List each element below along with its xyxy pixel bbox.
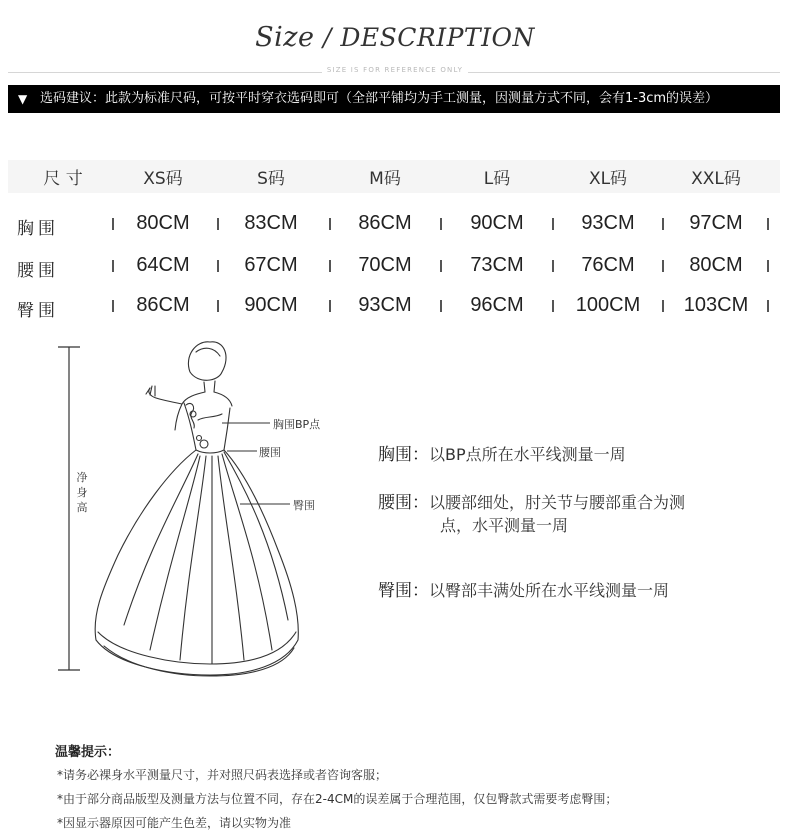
size-xs: XS码 (143, 169, 183, 189)
height-label: 净身高 (76, 471, 88, 514)
table-cell: 64CM (136, 254, 190, 276)
table-cell: 103CM (683, 294, 749, 316)
table-cell: 83CM (244, 212, 298, 234)
definition-text: 以腰部细处，肘关节与腰部重合为测 (429, 493, 686, 512)
table-cell: 90CM (244, 294, 298, 316)
table-cell: 80CM (689, 254, 743, 276)
waist-label: 腰围 (259, 446, 281, 459)
tip-item: *由于部分商品版型及测量方法与位置不同，存在2-4CM的误差属于合理范围，仅包臀款式需要考虑臀围； (57, 792, 618, 806)
table-cell: 96CM (470, 294, 524, 316)
row-label-bust: 胸围 (17, 219, 59, 239)
title-size: Size (255, 22, 315, 53)
tip-item: *因显示器原因可能产生色差，请以实物为准 (57, 816, 292, 830)
definition-text: 以臀部丰满处所在水平线测量一周 (429, 581, 670, 600)
size-l: L码 (483, 169, 511, 189)
table-cell: 93CM (358, 294, 412, 316)
hip-definition (378, 576, 669, 601)
table-cell: 100CM (575, 294, 641, 316)
size-m: M码 (369, 169, 401, 189)
table-cell: 76CM (581, 254, 635, 276)
row-label-hip: 臀围 (17, 301, 59, 321)
hip-label: 臀围 (293, 499, 315, 512)
tips-title: 温馨提示： (55, 745, 121, 760)
bust-definition (378, 440, 626, 465)
table-cell: 73CM (470, 254, 524, 276)
definition-key: 腰围： (378, 493, 429, 513)
waist-definition-continued: 点，水平测量一周 (440, 516, 569, 535)
table-cell: 90CM (470, 212, 524, 234)
size-advice-text: 选码建议：此款为标准尺码，可按平时穿衣选码即可（全部平铺均为手工测量，因测量方式不同，会有1-3cm的误差） (40, 91, 719, 106)
table-cell: 86CM (358, 212, 412, 234)
table-cell: 86CM (136, 294, 190, 316)
table-cell: 97CM (689, 212, 743, 234)
definition-key: 臀围： (378, 581, 429, 601)
size-xxl: XXL码 (691, 169, 741, 189)
definition-text: 以BP点所在水平线测量一周 (429, 445, 626, 464)
size-xl: XL码 (588, 169, 628, 189)
table-cell: 80CM (136, 212, 190, 234)
bust-bp-label: 胸围BP点 (273, 418, 321, 431)
header-label: 尺 寸 (43, 169, 83, 189)
title-description: / DESCRIPTION (322, 23, 535, 52)
waist-definition (378, 488, 685, 513)
row-label-waist: 腰围 (17, 261, 59, 281)
table-cell: 93CM (581, 212, 635, 234)
triangle-down-icon: ▼ (18, 92, 28, 106)
subtitle-text: SIZE IS FOR REFERENCE ONLY (322, 66, 468, 74)
tip-item: *请务必裸身水平测量尺寸，并对照尺码表选择或者咨询客服； (57, 768, 388, 782)
table-cell: 67CM (244, 254, 298, 276)
table-cell: 70CM (358, 254, 412, 276)
size-s: S码 (257, 169, 285, 189)
definition-key: 胸围： (378, 445, 429, 465)
